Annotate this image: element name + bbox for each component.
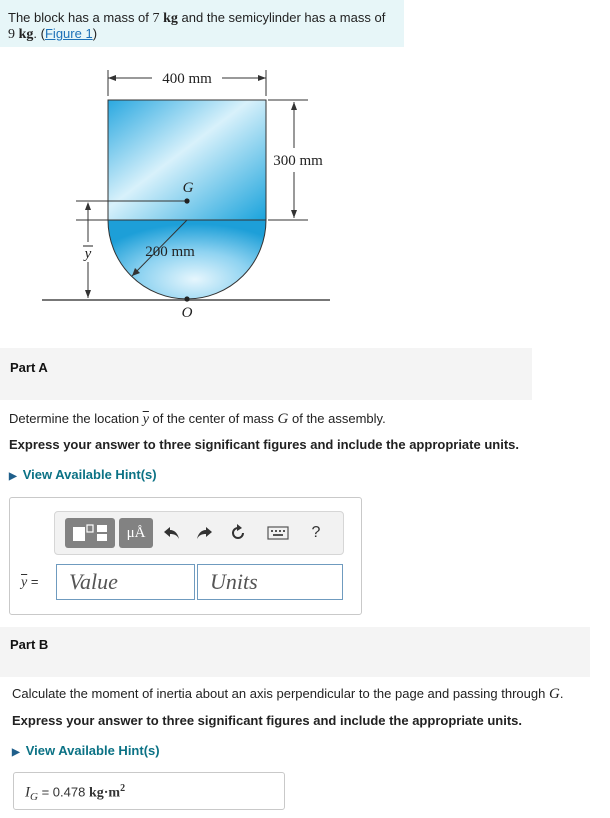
equals-sign: =	[37, 784, 53, 800]
keyboard-icon	[267, 526, 289, 540]
templates-button[interactable]	[65, 518, 115, 548]
units-symbols-button[interactable]: μÅ	[119, 518, 153, 548]
part-a-hint-toggle[interactable]	[9, 467, 157, 482]
radius-dimension-label: 200 mm	[145, 244, 195, 260]
g-label: G	[182, 180, 194, 196]
inertia-symbol: I	[25, 784, 30, 801]
question-text: Determine the location	[9, 411, 143, 426]
statement-text: The block has a mass of	[8, 10, 153, 25]
part-b-answer-box	[13, 772, 285, 810]
inertia-value: 0.478	[52, 784, 86, 800]
semicylinder-mass-unit: kg	[18, 27, 34, 42]
hint-label: View Available Hint(s)	[22, 467, 157, 482]
ybar-answer-label	[21, 574, 38, 591]
caret-right-icon: ▶	[12, 747, 20, 758]
part-b-instruction: Express your answer to three significant figures and include the appropriate units.	[12, 713, 522, 728]
ybar-symbol: $\overline{y}$	[142, 412, 149, 427]
part-b-answer	[25, 783, 125, 803]
part-b-title: Part B	[10, 637, 49, 652]
ybar-label: y	[84, 246, 92, 262]
part-b-header[interactable]	[0, 627, 590, 677]
center-of-mass-point	[184, 198, 189, 203]
inertia-subscript: G	[30, 790, 38, 803]
g-symbol: G	[548, 686, 560, 702]
undo-button[interactable]	[159, 520, 185, 546]
equals-sign: =	[27, 574, 39, 589]
value-input[interactable]	[57, 565, 194, 599]
undo-icon	[163, 525, 181, 541]
statement-line-2	[8, 26, 97, 43]
hint-label: View Available Hint(s)	[25, 743, 160, 758]
statement-text: )	[92, 26, 98, 41]
unit-exponent: 2	[120, 783, 126, 794]
problem-statement	[0, 0, 404, 47]
inertia-unit: kg·m	[88, 785, 121, 801]
units-input[interactable]	[198, 565, 342, 599]
part-b-question	[12, 686, 563, 703]
part-b-hint-toggle[interactable]	[12, 743, 160, 758]
question-text: of the center of mass	[148, 411, 278, 426]
templates-icon	[71, 523, 109, 543]
block-semicylinder-figure	[36, 62, 336, 322]
reset-icon	[229, 524, 247, 542]
question-text: .	[559, 686, 564, 701]
block-mass-value: 7	[152, 11, 160, 26]
width-dimension-label: 400 mm	[162, 71, 212, 87]
redo-button[interactable]	[191, 520, 217, 546]
reset-button[interactable]	[225, 520, 251, 546]
part-a-instruction: Express your answer to three significant figures and include the appropriate units.	[9, 437, 519, 452]
redo-icon	[195, 525, 213, 541]
question-text: of the assembly.	[288, 411, 386, 426]
o-label: O	[181, 305, 193, 321]
part-a-title: Part A	[10, 360, 48, 375]
caret-right-icon: ▶	[9, 471, 17, 482]
help-button[interactable]: ?	[311, 524, 321, 541]
units-input-box	[197, 564, 343, 600]
statement-line-1	[8, 10, 385, 27]
question-text: Calculate the moment of inertia about an axis perpendicular to the page and passing through	[12, 686, 549, 701]
part-a-question	[9, 411, 386, 428]
value-input-box	[56, 564, 195, 600]
statement-text: and the semicylinder has a mass of	[177, 10, 386, 25]
figure-link[interactable]: Figure 1	[44, 26, 93, 41]
ybar-symbol: $\overline{y}$	[21, 575, 28, 590]
part-a-header[interactable]	[0, 348, 532, 400]
contact-point-o	[184, 296, 189, 301]
keyboard-button[interactable]	[263, 520, 293, 546]
height-dimension-label: 300 mm	[273, 153, 323, 169]
semicylinder-mass-value: 9	[8, 27, 15, 42]
equation-toolbar	[54, 511, 344, 555]
g-symbol: G	[277, 411, 289, 427]
statement-text: . (	[33, 26, 45, 41]
block-mass-unit: kg	[163, 11, 178, 26]
part-a-answer-panel	[9, 497, 362, 615]
